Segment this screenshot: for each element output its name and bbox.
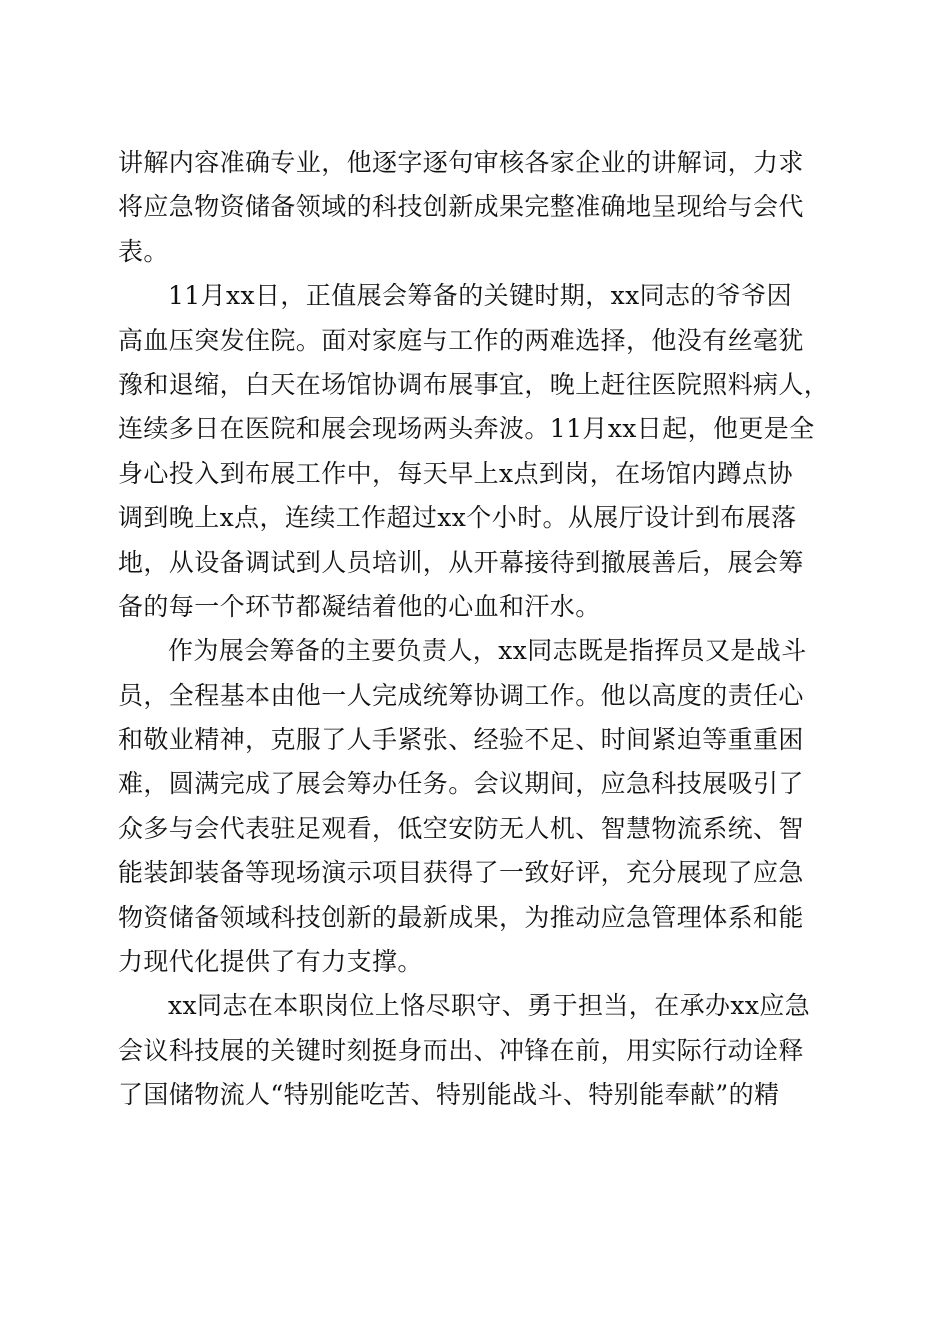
paragraph-3 <box>118 629 830 984</box>
paragraph-line: 11月xx日，正值展会筹备的关键时期，xx同志的爷爷因 <box>168 281 793 311</box>
paragraph-line: 会议科技展的关键时刻挺身而出、冲锋在前，用实际行动诠释 <box>118 1035 804 1065</box>
paragraph-line: 物资储备领域科技创新的最新成果，为推动应急管理体系和能 <box>118 902 804 932</box>
document-body <box>118 141 830 1118</box>
paragraph-line: 备的每一个环节都凝结着他的心血和汗水。 <box>118 591 601 621</box>
paragraph-line: 能装卸装备等现场演示项目获得了一致好评，充分展现了应急 <box>118 858 804 888</box>
paragraph-line: 豫和退缩，白天在场馆协调布展事宜，晚上赶往医院照料病人， <box>118 369 830 399</box>
paragraph-line: 连续多日在医院和展会现场两头奔波。11月xx日起，他更是全 <box>118 414 815 444</box>
paragraph-line: 众多与会代表驻足观看，低空安防无人机、智慧物流系统、智 <box>118 813 804 843</box>
paragraph-line: 地，从设备调试到人员培训，从开幕接待到撤展善后，展会筹 <box>118 547 804 577</box>
paragraph-line: 力现代化提供了有力支撑。 <box>118 947 423 977</box>
paragraph-4 <box>118 984 830 1117</box>
paragraph-line: 身心投入到布展工作中，每天早上x点到岗，在场馆内蹲点协 <box>118 458 793 488</box>
paragraph-line: 难，圆满完成了展会筹办任务。会议期间，应急科技展吸引了 <box>118 769 804 799</box>
paragraph-1 <box>118 141 830 274</box>
paragraph-line: 讲解内容准确专业，他逐字逐句审核各家企业的讲解词，力求 <box>118 148 804 177</box>
paragraph-line: 和敬业精神，克服了人手紧张、经验不足、时间紧迫等重重困 <box>118 725 804 755</box>
paragraph-line: 作为展会筹备的主要负责人，xx同志既是指挥员又是战斗 <box>168 636 807 666</box>
paragraph-line: 表。 <box>118 236 169 266</box>
paragraph-line: 调到晚上x点，连续工作超过xx个小时。从展厅设计到布展落 <box>118 503 797 533</box>
paragraph-line: 将应急物资储备领域的科技创新成果完整准确地呈现给与会代 <box>118 192 804 222</box>
paragraph-line: 高血压突发住院。面对家庭与工作的两难选择，他没有丝毫犹 <box>118 325 804 355</box>
paragraph-line: 了国储物流人“特别能吃苦、特别能战斗、特别能奉献”的精 <box>118 1080 780 1110</box>
paragraph-line: xx同志在本职岗位上恪尽职守、勇于担当，在承办xx应急 <box>168 991 811 1021</box>
paragraph-2 <box>118 274 830 629</box>
paragraph-line: 员，全程基本由他一人完成统筹协调工作。他以高度的责任心 <box>118 680 804 710</box>
